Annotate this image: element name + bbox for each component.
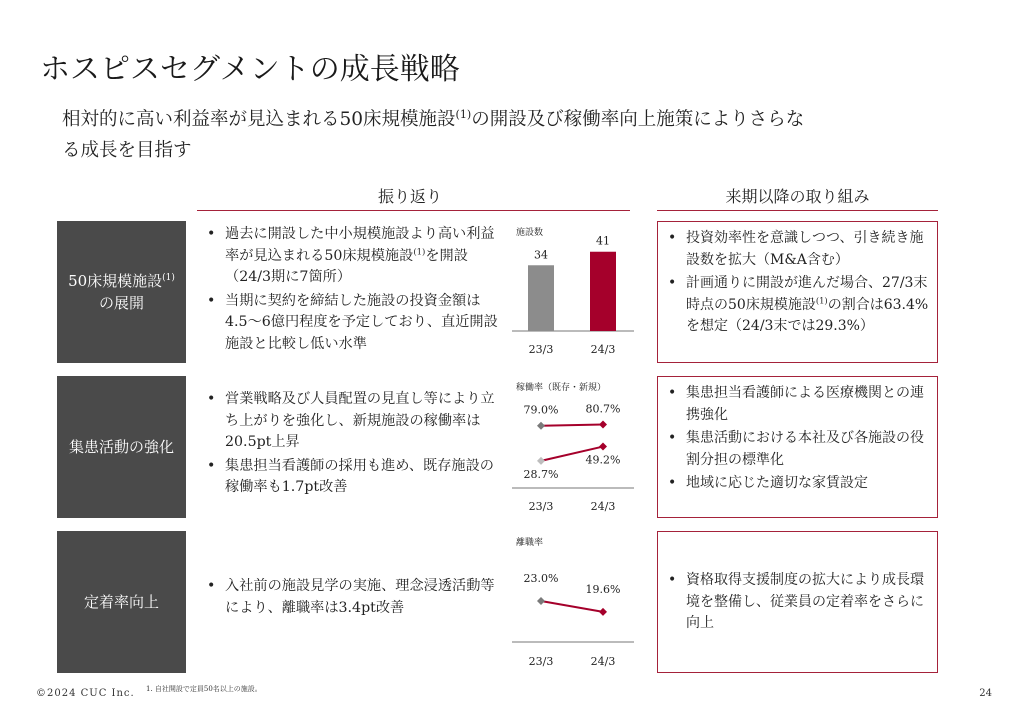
review-list-row1 — [203, 224, 498, 355]
column-heading-next: 来期以降の取り組み — [725, 187, 870, 206]
column-heading-review: 振り返り — [377, 187, 442, 206]
list-item: • 営業戦略及び人員配置の見直し等により立ち上がりを強化し、新規施設の稼働率は20.5pt上昇 — [203, 389, 498, 454]
x-tick-label: 24/3 — [590, 655, 616, 668]
x-tick-label: 23/3 — [528, 343, 554, 356]
bar-value-label: 41 — [596, 234, 610, 248]
copyright: ©2024 CUC Inc. — [36, 688, 135, 699]
data-label: 49.2% — [585, 453, 621, 467]
chart-title: 離職率 — [516, 538, 544, 548]
row-label-patient-acquisition — [57, 376, 186, 518]
data-label: 19.6% — [585, 582, 621, 596]
list-item: • 投資効率性を意識しつつ、引き続き施設数を拡大（M&A含む） — [664, 228, 929, 271]
page-subtitle — [62, 104, 962, 166]
data-label: 28.7% — [523, 467, 559, 481]
bar-23-3 — [528, 265, 554, 331]
column-divider-review — [197, 210, 630, 211]
row-label-text: 集患活動の強化 — [68, 438, 174, 456]
occupancy-rate-chart — [510, 376, 635, 518]
data-label: 80.7% — [585, 402, 621, 416]
footnote: 1. 自社開設で定員50名以上の施設。 — [146, 685, 262, 693]
series-existing-line — [541, 425, 603, 426]
series-new-point-23-3 — [537, 457, 545, 465]
page-number: 24 — [979, 688, 992, 699]
list-item: • 集患活動における本社及び各施設の役割分担の標準化 — [664, 428, 929, 471]
data-label: 79.0% — [523, 403, 559, 417]
x-tick-label: 24/3 — [590, 343, 616, 356]
chart-title: 稼働率（既存・新規） — [516, 383, 607, 393]
row-label-text: 50床規模施設 — [68, 272, 163, 290]
next-box-row1 — [657, 221, 938, 363]
list-item: • 資格取得支援制度の拡大により成長環境を整備し、従業員の定着率をさらに向上 — [664, 570, 929, 635]
list-item: • 入社前の施設見学の実施、理念浸透活動等により、離職率は3.4pt改善 — [203, 576, 498, 619]
list-item: • 集患担当看護師による医療機関との連携強化 — [664, 383, 929, 426]
series-turnover-line — [541, 601, 603, 612]
list-item: • 地域に応じた適切な家賃設定 — [664, 473, 929, 495]
row-label-text: 定着率向上 — [83, 593, 159, 611]
row-label-footnote-ref: (1) — [162, 273, 175, 283]
row-label-text-line2: の展開 — [98, 294, 144, 312]
series-new-point-24-3 — [599, 443, 607, 451]
facility-count-chart — [510, 222, 635, 362]
subtitle-footnote-ref: (1) — [455, 107, 472, 121]
data-label: 23.0% — [523, 572, 559, 585]
next-list-row2 — [658, 377, 937, 495]
x-tick-label: 23/3 — [528, 500, 554, 513]
series-turnover-point-23-3 — [537, 597, 545, 605]
review-list-row3 — [203, 576, 498, 619]
row-label-50bed-facilities — [57, 221, 186, 363]
list-item: • 当期に契約を締結した施設の投資金額は4.5〜6億円程度を予定しており、直近開設施設と比較し低い水準 — [203, 291, 498, 356]
review-list-row2 — [203, 389, 498, 499]
subtitle-line1: 相対的に高い利益率が見込まれる50床規模施設 — [62, 109, 456, 130]
list-item: • 過去に開設した中小規模施設より高い利益率が見込まれる50床規模施設$^{(1)}$を開設（24/3期に7箇所） — [203, 224, 498, 289]
series-existing-point-23-3 — [537, 422, 545, 430]
row-label-retention — [57, 531, 186, 673]
next-box-row2 — [657, 376, 938, 518]
list-item: • 計画通りに開設が進んだ場合、27/3末時点の50床規模施設$^{(1)}$の割合は63.4%を想定（24/3末では29.3%） — [664, 273, 929, 338]
bar-value-label: 34 — [534, 248, 548, 262]
page-title: ホスピスセグメントの成長戦略 — [40, 52, 460, 87]
column-divider-next — [657, 210, 938, 211]
x-tick-label: 24/3 — [590, 500, 616, 513]
series-turnover-point-24-3 — [599, 608, 607, 616]
bar-24-3 — [590, 252, 616, 331]
subtitle-line2: る成長を目指す — [62, 140, 192, 161]
series-existing-point-24-3 — [599, 421, 607, 429]
subtitle-line1-rest: の開設及び稼働率向上施策によりさらな — [471, 109, 805, 130]
next-list-row1 — [658, 222, 937, 338]
next-list-row3 — [658, 532, 937, 635]
chart-title: 施設数 — [516, 228, 544, 238]
x-tick-label: 23/3 — [528, 655, 554, 668]
turnover-rate-chart — [510, 531, 635, 673]
next-box-row3 — [657, 531, 938, 673]
list-item: • 集患担当看護師の採用も進め、既存施設の稼働率も1.7pt改善 — [203, 456, 498, 499]
